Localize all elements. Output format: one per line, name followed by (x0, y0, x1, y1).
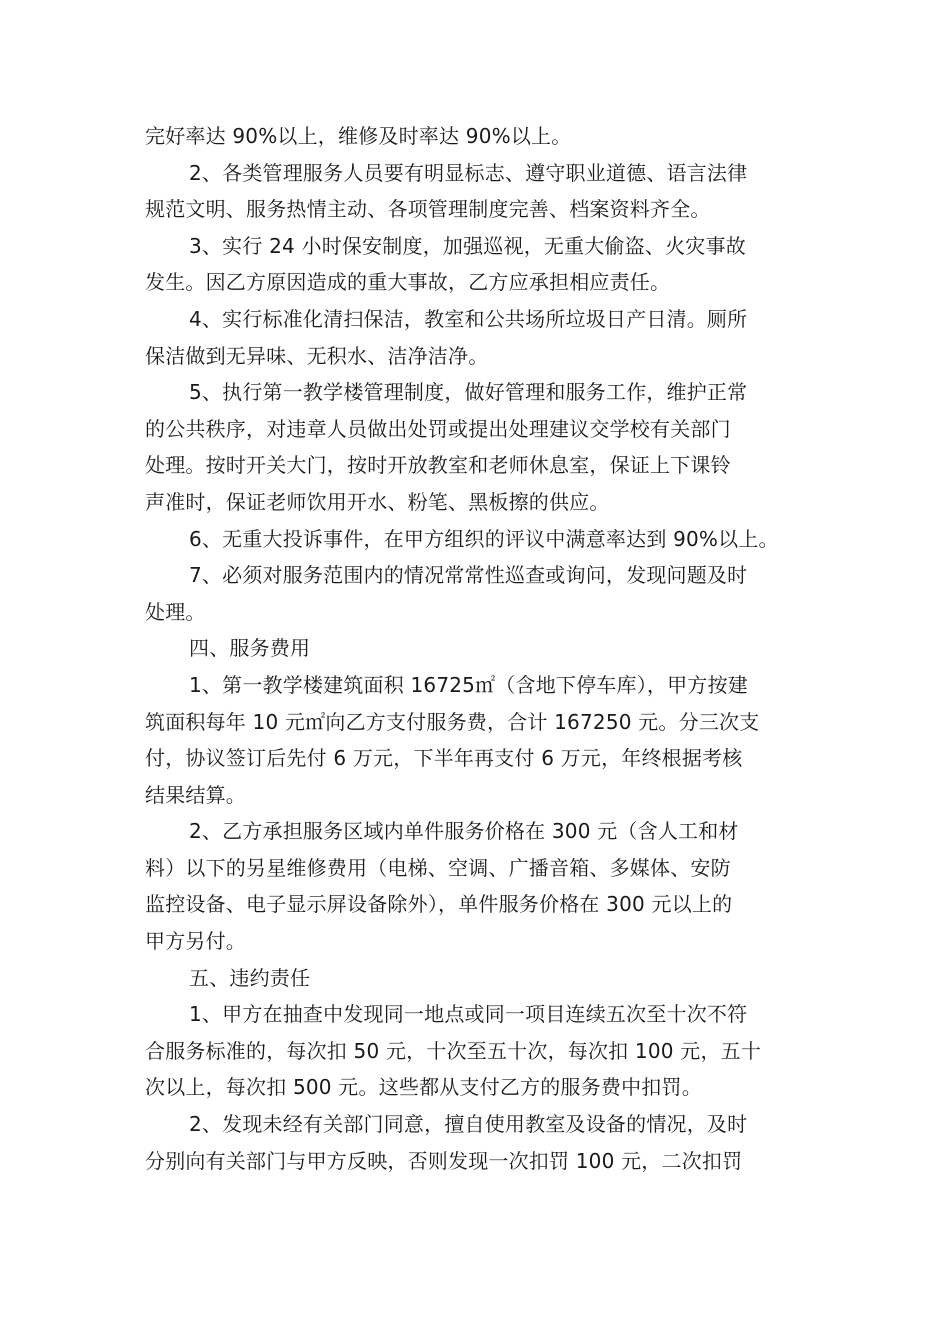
text-line: 7、必须对服务范围内的情况常常性巡查或询问，发现问题及时 (189, 563, 748, 588)
text-line: 的公共秩序，对违章人员做出处罚或提出处理建议交学校有关部门 (145, 416, 731, 441)
text-line: 2、各类管理服务人员要有明显标志、遵守职业道德、语言法律 (189, 160, 748, 185)
text-line: 甲方另付。 (145, 929, 246, 954)
text-line: 处理。 (145, 599, 206, 624)
text-line: 发生。因乙方原因造成的重大事故，乙方应承担相应责任。 (145, 270, 671, 295)
text-line: 规范文明、服务热情主动、各项管理制度完善、档案资料齐全。 (145, 197, 711, 222)
text-line: 2、乙方承担服务区域内单件服务价格在 300 元（含人工和材 (189, 819, 739, 844)
text-line: 1、甲方在抽查中发现同一地点或同一项目连续五次至十次不符 (189, 1002, 748, 1027)
text-line: 3、实行 24 小时保安制度，加强巡视，无重大偷盗、火灾事故 (189, 233, 746, 258)
text-line: 五、违约责任 (189, 965, 311, 990)
text-line: 料）以下的另星维修费用（电梯、空调、广播音箱、多媒体、安防 (145, 855, 731, 880)
text-line: 6、无重大投诉事件，在甲方组织的评议中满意率达到 90%以上。 (189, 526, 779, 551)
text-line: 1、第一教学楼建筑面积 16725㎡（含地下停车库），甲方按建 (189, 672, 748, 697)
text-line: 次以上，每次扣 500 元。这些都从支付乙方的服务费中扣罚。 (145, 1075, 702, 1100)
document-body (145, 118, 810, 1179)
text-line: 5、执行第一教学楼管理制度，做好管理和服务工作，维护正常 (189, 380, 748, 405)
text-line: 筑面积每年 10 元㎡向乙方支付服务费，合计 167250 元。分三次支 (145, 709, 760, 734)
text-line: 完好率达 90%以上，维修及时率达 90%以上。 (145, 124, 572, 148)
text-line: 保洁做到无异味、无积水、洁净洁净。 (145, 343, 489, 368)
text-line: 声准时，保证老师饮用开水、粉笔、黑板擦的供应。 (145, 489, 610, 514)
text-line: 2、发现未经有关部门同意，擅自使用教室及设备的情况，及时 (189, 1112, 748, 1137)
text-line: 付，协议签订后先付 6 万元，下半年再支付 6 万元，年终根据考核 (145, 746, 743, 771)
text-line: 监控设备、电子显示屏设备除外），单件服务价格在 300 元以上的 (145, 892, 733, 917)
text-line: 分别向有关部门与甲方反映，否则发现一次扣罚 100 元，二次扣罚 (145, 1148, 743, 1173)
text-line: 处理。按时开关大门，按时开放教室和老师休息室，保证上下课铃 (145, 453, 731, 478)
text-line: 结果结算。 (145, 782, 246, 807)
text-line: 4、实行标准化清扫保洁，教室和公共场所垃圾日产日清。厕所 (189, 306, 748, 331)
text-line: 四、服务费用 (189, 636, 311, 661)
text-line: 合服务标准的，每次扣 50 元，十次至五十次，每次扣 100 元，五十 (145, 1038, 762, 1063)
